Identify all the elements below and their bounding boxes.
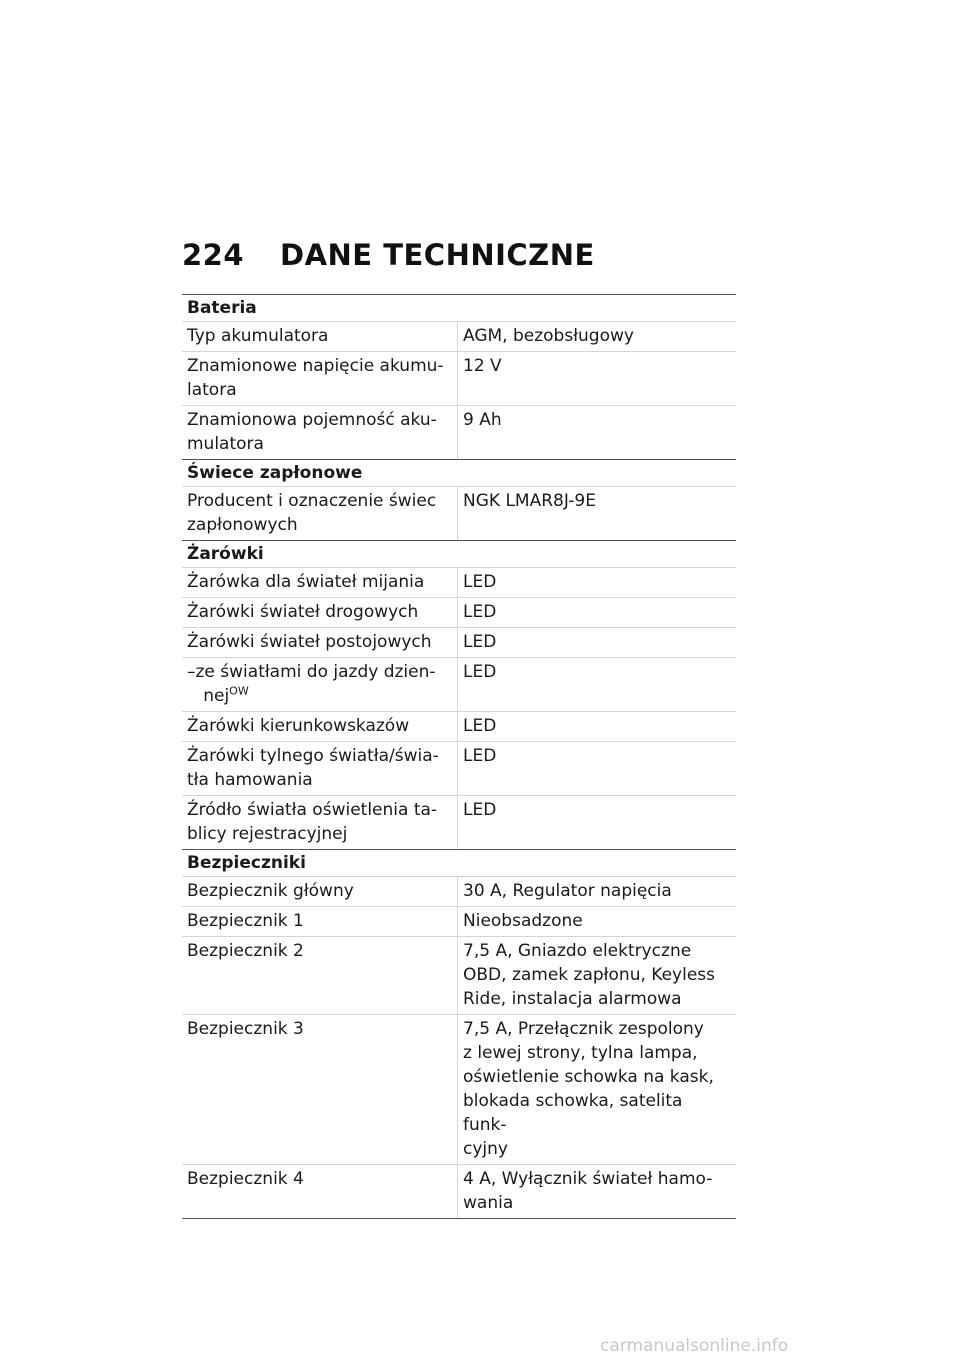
table-row: [182, 352, 736, 406]
row-value: LED: [463, 716, 497, 736]
row-label: Bezpiecznik 2: [182, 937, 458, 1014]
row-value: LED: [463, 632, 497, 652]
row-label: Źródło światła oświetlenia ta- blicy rejestracyjnej: [182, 796, 458, 849]
row-value: LED: [463, 746, 497, 766]
section-title-swiece: Świece zapłonowe: [182, 460, 736, 487]
row-label: Żarówki świateł drogowych: [182, 598, 458, 627]
table-row: [182, 406, 736, 460]
section-title-bezpieczniki: Bezpieczniki: [182, 850, 736, 877]
table-row: [182, 742, 736, 796]
page-title: DANE TECHNICZNE: [280, 238, 595, 272]
row-label: Bezpiecznik 3: [182, 1015, 458, 1164]
row-label: Bezpiecznik 4: [182, 1165, 458, 1218]
row-label: Żarówka dla świateł mijania: [182, 568, 458, 597]
table-row: [182, 937, 736, 1015]
watermark: carmanualsonline.info: [600, 1336, 789, 1356]
row-label: –ze światłami do jazdy dzien- nej$^{OW}$: [182, 658, 458, 711]
row-value: LED: [463, 662, 497, 682]
table-row: [182, 877, 736, 907]
row-value: Nieobsadzone: [463, 911, 583, 931]
row-value: LED: [463, 602, 497, 622]
row-value: 4 A, Wyłącznik świateł hamo- wania: [463, 1169, 713, 1213]
page-number: 224: [182, 238, 245, 272]
row-value: 7,5 A, Gniazdo elektryczne OBD, zamek zapłonu, Keyless Ride, instalacja alarmowa: [463, 941, 715, 1009]
row-label: Żarówki tylnego światła/świa- tła hamowania: [182, 742, 458, 795]
row-label: Bezpiecznik 1: [182, 907, 458, 936]
section-title-zarowki: Żarówki: [182, 541, 736, 568]
row-value: 30 A, Regulator napięcia: [463, 881, 672, 901]
row-label: Znamionowa pojemność aku- mulatora: [182, 406, 458, 459]
table-row: [182, 1015, 736, 1165]
table-row: [182, 628, 736, 658]
row-label: Żarówki kierunkowskazów: [182, 712, 458, 741]
table-row: [182, 907, 736, 937]
row-value: NGK LMAR8J-9E: [463, 491, 596, 511]
row-label: Bezpiecznik główny: [182, 877, 458, 906]
table-row: [182, 487, 736, 541]
spec-table: [182, 294, 736, 1219]
row-value: AGM, bezobsługowy: [463, 326, 634, 346]
row-value: 7,5 A, Przełącznik zespolony z lewej strony, tylna lampa, oświetlenie schowka na kask, blokada schowka, satelita funk- cyjny: [463, 1019, 714, 1159]
row-value: LED: [463, 572, 497, 592]
option-marker: OW: [229, 684, 249, 698]
row-label: Producent i oznaczenie świec zapłonowych: [182, 487, 458, 540]
table-row: [182, 598, 736, 628]
table-row: [182, 796, 736, 850]
row-label: Znamionowe napięcie akumu- latora: [182, 352, 458, 405]
row-value: LED: [463, 800, 497, 820]
table-row: [182, 568, 736, 598]
table-row: [182, 1165, 736, 1219]
page-header: [182, 238, 595, 272]
row-value: 9 Ah: [463, 410, 502, 430]
table-row: [182, 322, 736, 352]
section-title-bateria: Bateria: [182, 295, 736, 322]
row-value: 12 V: [463, 356, 502, 376]
table-row: [182, 712, 736, 742]
row-label: Typ akumulatora: [182, 322, 458, 351]
table-row: [182, 658, 736, 712]
row-label: Żarówki świateł postojowych: [182, 628, 458, 657]
